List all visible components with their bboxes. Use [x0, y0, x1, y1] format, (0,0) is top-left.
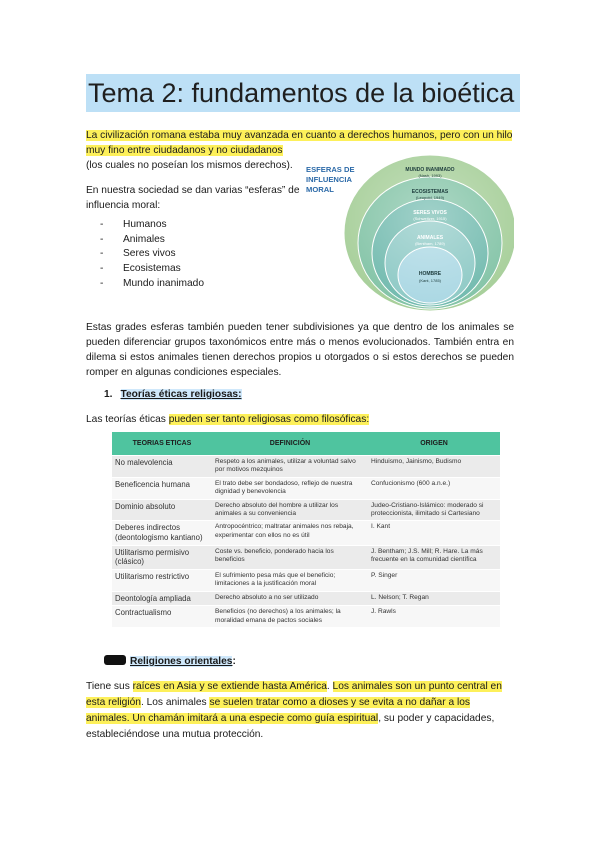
table-cell: Respeto a los animales, utilizar a voluntad salvo por motivos mezquinos — [212, 456, 368, 478]
teorias-intro — [86, 412, 369, 427]
table-cell: Derecho absoluto a no ser utilizado — [212, 591, 368, 606]
intro-rest: (los cuales no poseían los mismos derechos). — [86, 160, 293, 171]
table-cell: Confucionismo (600 a.n.e.) — [368, 477, 500, 499]
ring-sub: (Bentham, 1789) — [415, 241, 445, 246]
table-cell: J. Bentham; J.S. Mill; R. Hare. La más frecuente en la comunidad científica — [368, 545, 500, 569]
table-cell: Utilitarismo restrictivo — [112, 569, 212, 591]
table-cell: Derecho absoluto del hombre a utilizar los animales a su conveniencia — [212, 499, 368, 521]
teorias-intro-text: Las teorías éticas — [86, 414, 169, 425]
section-heading-1 — [104, 389, 242, 400]
page-title: Tema 2: fundamentos de la bioética — [86, 74, 520, 112]
oriental-text: . Los animales — [140, 697, 210, 708]
table-row — [112, 499, 500, 521]
table-cell: Coste vs. beneficio, ponderado hacia los beneficios — [212, 545, 368, 569]
section-heading-2: Religiones orientales: — [104, 655, 236, 667]
ring-sub: (Kant, 1785) — [418, 278, 442, 283]
ring-sub: (Schweitzer, 1915) — [413, 216, 447, 221]
oriental-text: . — [326, 681, 333, 692]
table-cell: Deberes indirectos (deontologismo kantiano) — [112, 521, 212, 545]
table-cell: Beneficios (no derechos) a los animales; la moralidad emana de pactos sociales — [212, 606, 368, 627]
table-cell: Beneficencia humana — [112, 477, 212, 499]
oriental-highlight: raíces en Asia y se extiende hasta América — [132, 681, 327, 692]
esferas-paragraph: En nuestra sociedad se dan varias “esferas” de influencia moral: — [86, 185, 300, 211]
list-item: - Seres vivos — [100, 247, 204, 262]
table-cell: El trato debe ser bondadoso, reflejo de nuestra dignidad y benevolencia — [212, 477, 368, 499]
ring-label: MUNDO INANIMADO — [405, 167, 455, 173]
oriental-highlight: Los animales son un punto central en esta religión — [86, 681, 502, 708]
table-cell: Antropocéntrico; maltratar animales nos rebaja, experimentar con ellos no es útil — [212, 521, 368, 545]
ring-label: HOMBRE — [418, 271, 442, 277]
table-cell: No malevolencia — [112, 456, 212, 478]
esferas-diagram — [302, 155, 514, 315]
ring-label: SERES VIVOS — [413, 210, 447, 216]
ring-label: ECOSISTEMAS — [411, 189, 449, 195]
table-cell: Contractualismo — [112, 606, 212, 627]
table-row — [112, 477, 500, 499]
table-header: ORIGEN — [368, 432, 500, 456]
table-row — [112, 521, 500, 545]
table-cell: Deontología ampliada — [112, 591, 212, 606]
teorias-table — [112, 432, 500, 627]
redaction-mark — [104, 655, 126, 665]
list-item: - Animales — [100, 233, 204, 248]
list-item: - Mundo inanimado — [100, 277, 204, 292]
table-cell: L. Nelson; T. Regan — [368, 591, 500, 606]
diagram-label: ESFERAS DE INFLUENCIA MORAL — [306, 165, 355, 194]
table-cell: Judeo-Cristiano-Islámico: moderado si proteccionista, ilimitado si Cartesiano — [368, 499, 500, 521]
teorias-intro-highlight: pueden ser tanto religiosas como filosóficas: — [168, 414, 370, 425]
table-cell: Hinduismo, Jainismo, Budismo — [368, 456, 500, 478]
table-cell: El sufrimiento pesa más que el beneficio; limitaciones a la justificación moral — [212, 569, 368, 591]
esferas-list — [100, 218, 204, 292]
table-cell: J. Rawls — [368, 606, 500, 627]
oriental-paragraph — [86, 679, 514, 743]
table-cell: I. Kant — [368, 521, 500, 545]
table-row — [112, 569, 500, 591]
oriental-highlight: se suelen tratar como a dioses y se evita a no dañar a los animales. Un chamán imitará a una especie como guía espiritual — [86, 697, 470, 724]
table-header: TEORIAS ETICAS — [112, 432, 212, 456]
section-label: Teorías éticas religiosas: — [120, 389, 242, 400]
table-cell: Dominio absoluto — [112, 499, 212, 521]
table-row — [112, 456, 500, 478]
table-cell: P. Singer — [368, 569, 500, 591]
table-header: DEFINICIÓN — [212, 432, 368, 456]
intro-highlight: La civilización romana estaba muy avanzada en cuanto a derechos humanos, pero con un hilo muy fino entre ciudadanos y no ciudadanos — [86, 130, 513, 156]
table-cell: Utilitarismo permisivo (clásico) — [112, 545, 212, 569]
ring-label: ANIMALES — [416, 235, 444, 241]
section-label: Religiones orientales — [130, 656, 233, 667]
ring-sub: (Leopold, 1949) — [415, 195, 445, 200]
list-item: - Ecosistemas — [100, 262, 204, 277]
list-item: - Humanos — [100, 218, 204, 233]
subdivisiones-paragraph: Estas grades esferas también pueden tener subdivisiones ya que dentro de los animales se pueden diferenciar grupos taxonómicos entre más o menos evolucionados. También entra en dilema si estos animales tienen derechos propios u otorgados o si estos derechos se pueden romper en algunas condiciones especiales. — [86, 322, 514, 378]
oriental-text: Tiene sus — [86, 681, 133, 692]
section-number: 1. — [104, 389, 113, 400]
table-row — [112, 606, 500, 627]
table-row — [112, 591, 500, 606]
table-row — [112, 545, 500, 569]
ring-sub: (Nash, 1993) — [418, 173, 442, 178]
oriental-text: , su poder y capacidades, estableciéndose una mutua protección. — [86, 713, 495, 740]
